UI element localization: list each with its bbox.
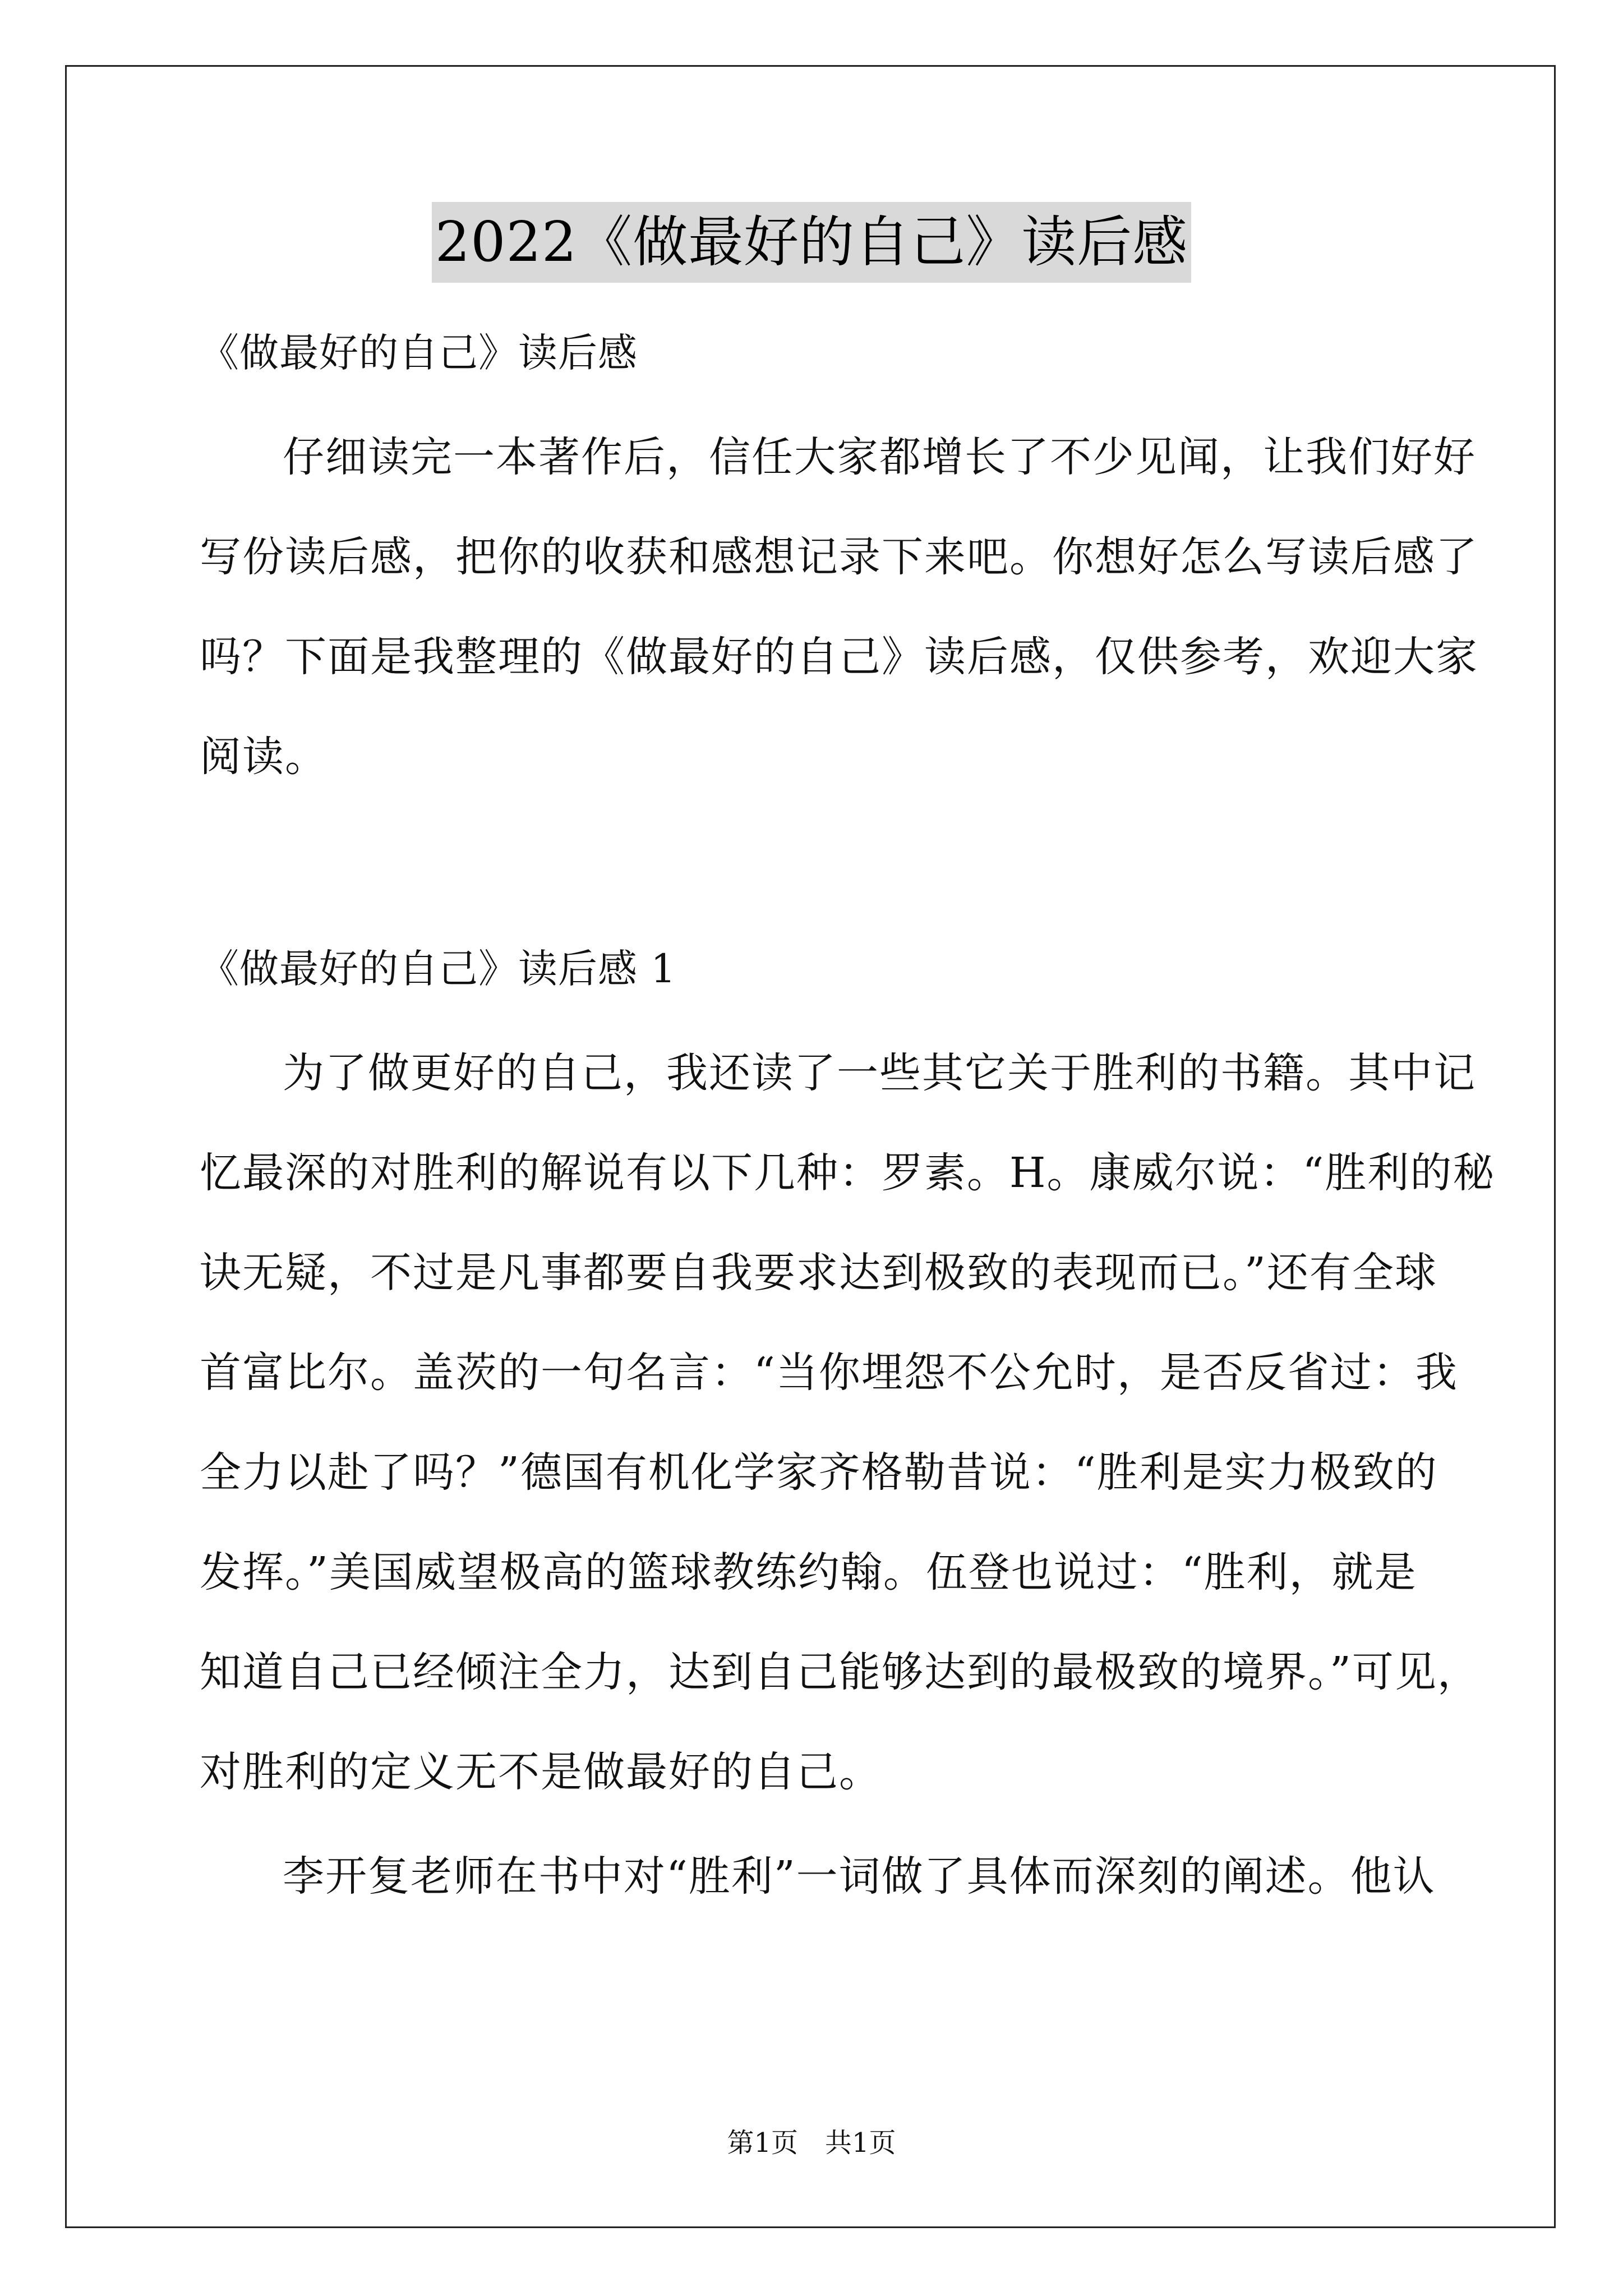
section1-paragraph-1 [200, 1023, 1496, 1822]
intro-line: 仔细读完一本著作后，信任大家都增长了不少见闻，让我们好好 [283, 433, 1476, 481]
section1-paragraph-2 [200, 1826, 1437, 1926]
document-title: 2022《做最好的自己》读后感 [432, 202, 1191, 283]
paragraph-line: 为了做更好的自己，我还读了一些其它关于胜利的书籍。其中记 [283, 1049, 1476, 1097]
intro-line: 阅读。 [200, 733, 328, 781]
paragraph-line: 忆最深的对胜利的解说有以下几种：罗素。H。康威尔说：“胜利的秘 [200, 1149, 1496, 1197]
intro-paragraph [200, 407, 1478, 807]
paragraph-line: 诀无疑，不过是凡事都要自我要求达到极致的表现而已。”还有全球 [200, 1249, 1437, 1297]
intro-line: 吗？下面是我整理的《做最好的自己》读后感，仅供参考，欢迎大家 [200, 633, 1478, 681]
document-body [200, 303, 1496, 1926]
paragraph-line: 全力以赴了吗？”德国有机化学家齐格勒昔说：“胜利是实力极致的 [200, 1448, 1438, 1497]
paragraph-line: 对胜利的定义无不是做最好的自己。 [200, 1748, 882, 1796]
title-container [0, 202, 1623, 283]
paragraph-line: 李开复老师在书中对“胜利”一词做了具体而深刻的阐述。他认 [283, 1852, 1436, 1901]
section-heading-1: 《做最好的自己》读后感 1 [200, 946, 676, 992]
intro-heading: 《做最好的自己》读后感 [200, 330, 638, 376]
paragraph-line: 知道自己已经倾注全力，达到自己能够达到的最极致的境界。”可见， [200, 1648, 1480, 1696]
page-footer: 第1页 共1页 [727, 2127, 896, 2159]
paragraph-line: 发挥。”美国威望极高的篮球教练约翰。伍登也说过：“胜利，就是 [200, 1548, 1417, 1596]
intro-line: 写份读后感，把你的收获和感想记录下来吧。你想好怎么写读后感了 [200, 533, 1478, 581]
paragraph-line: 首富比尔。盖茨的一句名言：“当你埋怨不公允时，是否反省过：我 [200, 1349, 1458, 1397]
